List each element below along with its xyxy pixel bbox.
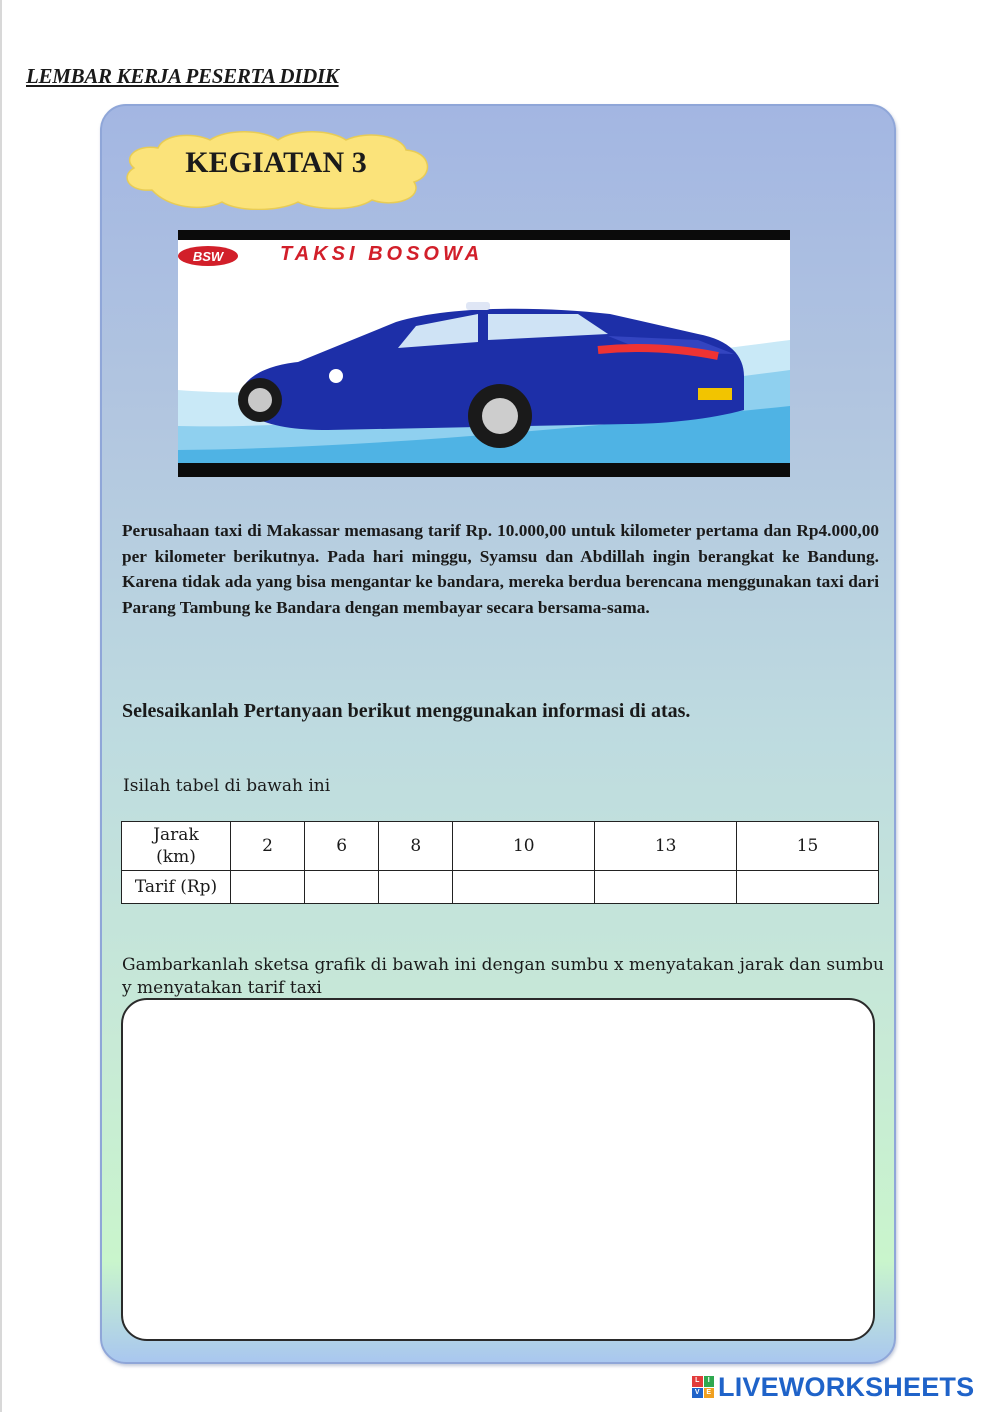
taxi-photo xyxy=(178,230,790,477)
activity-badge-label: KEGIATAN 3 xyxy=(185,146,367,179)
problem-statement: Perusahaan taxi di Makassar memasang tarif Rp. 10.000,00 untuk kilometer pertama dan Rp4.000,00 per kilometer berikutnya. Pada hari minggu, Syamsu dan Abdillah ingin berangkat ke Bandung. Karena tidak ada yang bisa mengantar ke bandara, mereka berdua berencana menggunakan taxi dari Parang Tambung ke Bandara dengan membayar secara bersama-sama. xyxy=(122,521,879,617)
taxi-brand-text: TAKSI BOSOWA xyxy=(280,243,484,265)
logo-letter: E xyxy=(704,1388,715,1399)
fare-answer-cell[interactable] xyxy=(305,871,379,904)
distance-cell: 6 xyxy=(305,822,379,871)
distance-header-line1: Jarak xyxy=(153,825,199,845)
liveworksheets-logo-icon xyxy=(692,1376,714,1398)
fare-answer-cell[interactable] xyxy=(737,871,879,904)
distance-cell: 8 xyxy=(379,822,453,871)
page-edge xyxy=(0,0,2,1412)
distance-header xyxy=(122,822,231,871)
distance-cell: 15 xyxy=(737,822,879,871)
fare-answer-cell[interactable] xyxy=(595,871,737,904)
graph-instruction: Gambarkanlah sketsa grafik di bawah ini dengan sumbu x menyatakan jarak dan sumbu y menyatakan tarif taxi xyxy=(122,955,884,998)
table-instruction: Isilah tabel di bawah ini xyxy=(123,776,331,796)
photo-top-bar xyxy=(178,230,790,240)
distance-header-line2: (km) xyxy=(156,847,196,867)
logo-letter: L xyxy=(692,1376,703,1387)
activity-badge xyxy=(118,128,434,210)
liveworksheets-text: LIVEWORKSHEETS xyxy=(718,1371,975,1402)
fare-answer-cell[interactable] xyxy=(231,871,305,904)
distance-cell: 13 xyxy=(595,822,737,871)
logo-letter: V xyxy=(692,1388,703,1399)
taxi-logo-text: BSW xyxy=(192,249,224,264)
photo-bottom-bar xyxy=(178,463,790,477)
fare-header: Tarif (Rp) xyxy=(122,871,231,904)
distance-cell: 10 xyxy=(453,822,595,871)
fare-row xyxy=(122,871,879,904)
distance-row xyxy=(122,822,879,871)
fare-answer-cell[interactable] xyxy=(379,871,453,904)
liveworksheets-watermark xyxy=(692,1370,974,1404)
distance-cell: 2 xyxy=(231,822,305,871)
instruction-heading: Selesaikanlah Pertanyaan berikut menggunakan informasi di atas. xyxy=(122,700,691,722)
fare-answer-cell[interactable] xyxy=(453,871,595,904)
fare-table xyxy=(121,821,879,904)
sheet-title: LEMBAR KERJA PESERTA DIDIK xyxy=(26,64,339,88)
logo-letter: I xyxy=(704,1376,715,1387)
graph-drawing-area[interactable] xyxy=(121,998,875,1341)
